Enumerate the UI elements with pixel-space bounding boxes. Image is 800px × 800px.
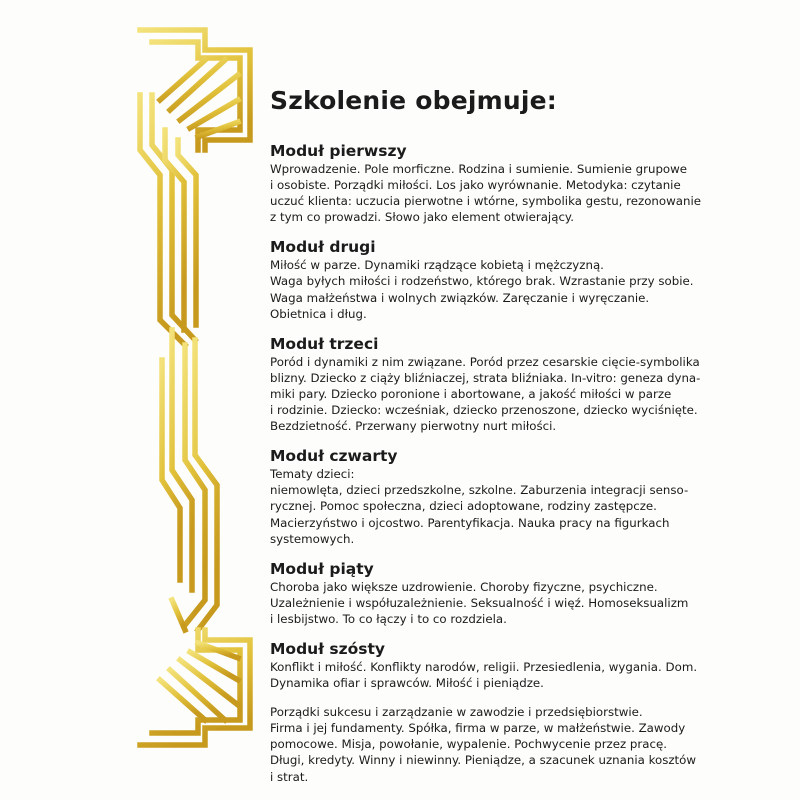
module-text-line: Miłość w parze. Dynamiki rządzące kobietą i mężczyzną. [270,258,604,273]
module-text-line: uczuć klienta: uczucia pierwotne i wtórne, symbolika gestu, rezonowanie [270,194,702,209]
module-text-line: Firma i jej fundamenty. Spółka, firma w parze, w małżeństwie. Zawody [270,721,686,736]
module-section [270,334,701,434]
module-text-line: Macierzyństwo i ojcostwo. Parentyfikacja. Nauka pracy na figurkach [270,515,670,530]
module-text-line: rycznej. Pomoc społeczna, dzieci adoptowane, rodziny zastępcze. [270,499,657,514]
module-text-line: Dynamika ofiar i sprawców. Miłość i pieniądze. [270,676,544,691]
module-text-line: Tematy dzieci: [270,467,355,482]
content-column [270,86,702,797]
module-section [270,446,689,546]
module-section [270,559,689,627]
module-title: Moduł drugi [270,238,376,257]
module-text-line: Wprowadzenie. Pole morficzne. Rodzina i sumienie. Sumienie grupowe [270,162,688,176]
module-text-line: Waga małżeństwa i wolnych związków. Zaręczanie i wyręczanie. [270,290,650,305]
module-text-line: Konflikt i miłość. Konflikty narodów, religii. Przesiedlenia, wygania. Dom. [270,659,698,674]
module-text-line: Obietnica i dług. [270,306,367,321]
module-text-line: Poród i dynamiki z nim związane. Poród przez cesarskie cięcie-symbolika [270,354,700,369]
module-title: Moduł piąty [270,559,374,578]
module-title: Moduł pierwszy [270,142,407,160]
module-text-line: miki pary. Dziecko poronione i abortowane, a jakość miłości w parze [270,386,672,401]
module-text-line: Uzależnienie i współuzależnienie. Seksualność i więź. Homoseksualizm [270,595,689,610]
module-text-line: i lesbijstwo. To co łączy i to co rozdziela. [270,611,507,626]
module-text-line: Bezdzietność. Przerwany pierwotny nurt miłości. [270,419,557,434]
module-text-line: systemowych. [270,531,355,546]
module-title: Moduł trzeci [270,334,379,353]
module-text-line: niemowlęta, dzieci przedszkolne, szkolne. Zaburzenia integracji senso- [270,483,689,498]
module-list [270,141,702,785]
module-text-line: Choroba jako większe uzdrowienie. Choroby fizyczne, psychiczne. [270,579,658,594]
module-text-line: Długi, kredyty. Winny i niewinny. Pieniądze, a szacunek uznania kosztów [270,753,697,768]
module-text-line: z tym co prowadzi. Słowo jako element otwierający. [270,210,574,225]
module-title: Moduł czwarty [270,447,398,466]
module-extra-paragraph [270,704,697,784]
module-title: Moduł szósty [270,639,385,658]
page-title: Szkolenie obejmuje: [270,86,558,115]
module-text-line: pomocowe. Misja, powołanie, wypalenie. Pochwycenie przez pracę. [270,737,667,752]
module-text-line: i osobiste. Porządki miłości. Los jako wyrównanie. Metodyka: czytanie [270,178,681,193]
module-text-line: blizny. Dziecko z ciąży bliźniaczej, strata bliźniaka. In-vitro: geneza dyna- [270,370,701,385]
module-text-line: i rodzinie. Dziecko: wcześniak, dziecko przenoszone, dziecko wyciśnięte. [270,403,698,418]
module-text-line: Waga byłych miłości i rodzeństwo, którego brak. Wzrastanie przy sobie. [270,274,694,289]
module-section [270,237,694,321]
module-text-line: Porządki sukcesu i zarządzanie w zawodzie i przedsiębiorstwie. [270,705,643,720]
module-text-line: i strat. [270,769,309,784]
module-section [270,141,702,225]
module-section [270,639,698,785]
